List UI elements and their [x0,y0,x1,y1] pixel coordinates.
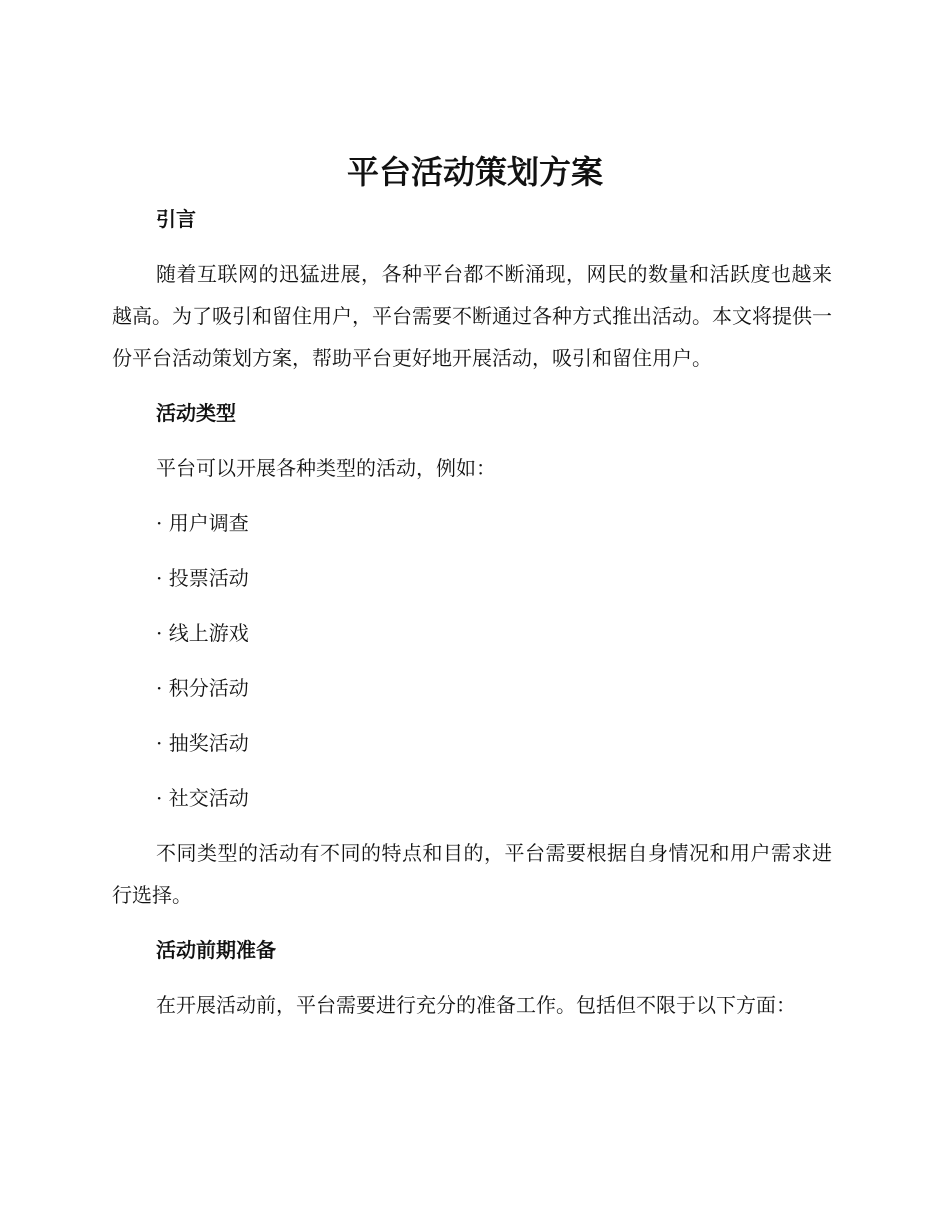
section-heading-types: 活动类型 [156,401,236,425]
list-item: · 线上游戏 [156,621,249,645]
list-item: · 抽奖活动 [156,731,249,755]
section-heading-intro: 引言 [156,207,196,231]
section-heading-preparation: 活动前期准备 [156,938,276,962]
types-note-paragraph: 不同类型的活动有不同的特点和目的，平台需要根据自身情况和用户需求进行选择。 [112,841,832,907]
document-body [112,198,832,1026]
list-item: · 投票活动 [156,566,249,590]
types-intro-paragraph: 平台可以开展各种类型的活动，例如： [156,456,496,480]
list-item: · 社交活动 [156,786,249,810]
preparation-paragraph: 在开展活动前，平台需要进行充分的准备工作。包括但不限于以下方面： [156,993,796,1017]
document-title: 平台活动策划方案 [346,153,603,191]
list-item: · 用户调查 [156,511,249,535]
intro-paragraph: 随着互联网的迅猛进展，各种平台都不断涌现，网民的数量和活跃度也越来越高。为了吸引和留住用户，平台需要不断通过各种方式推出活动。本文将提供一份平台活动策划方案，帮助平台更好地开展活动，吸引和留住用户。 [112,262,832,370]
list-item: · 积分活动 [156,676,249,700]
